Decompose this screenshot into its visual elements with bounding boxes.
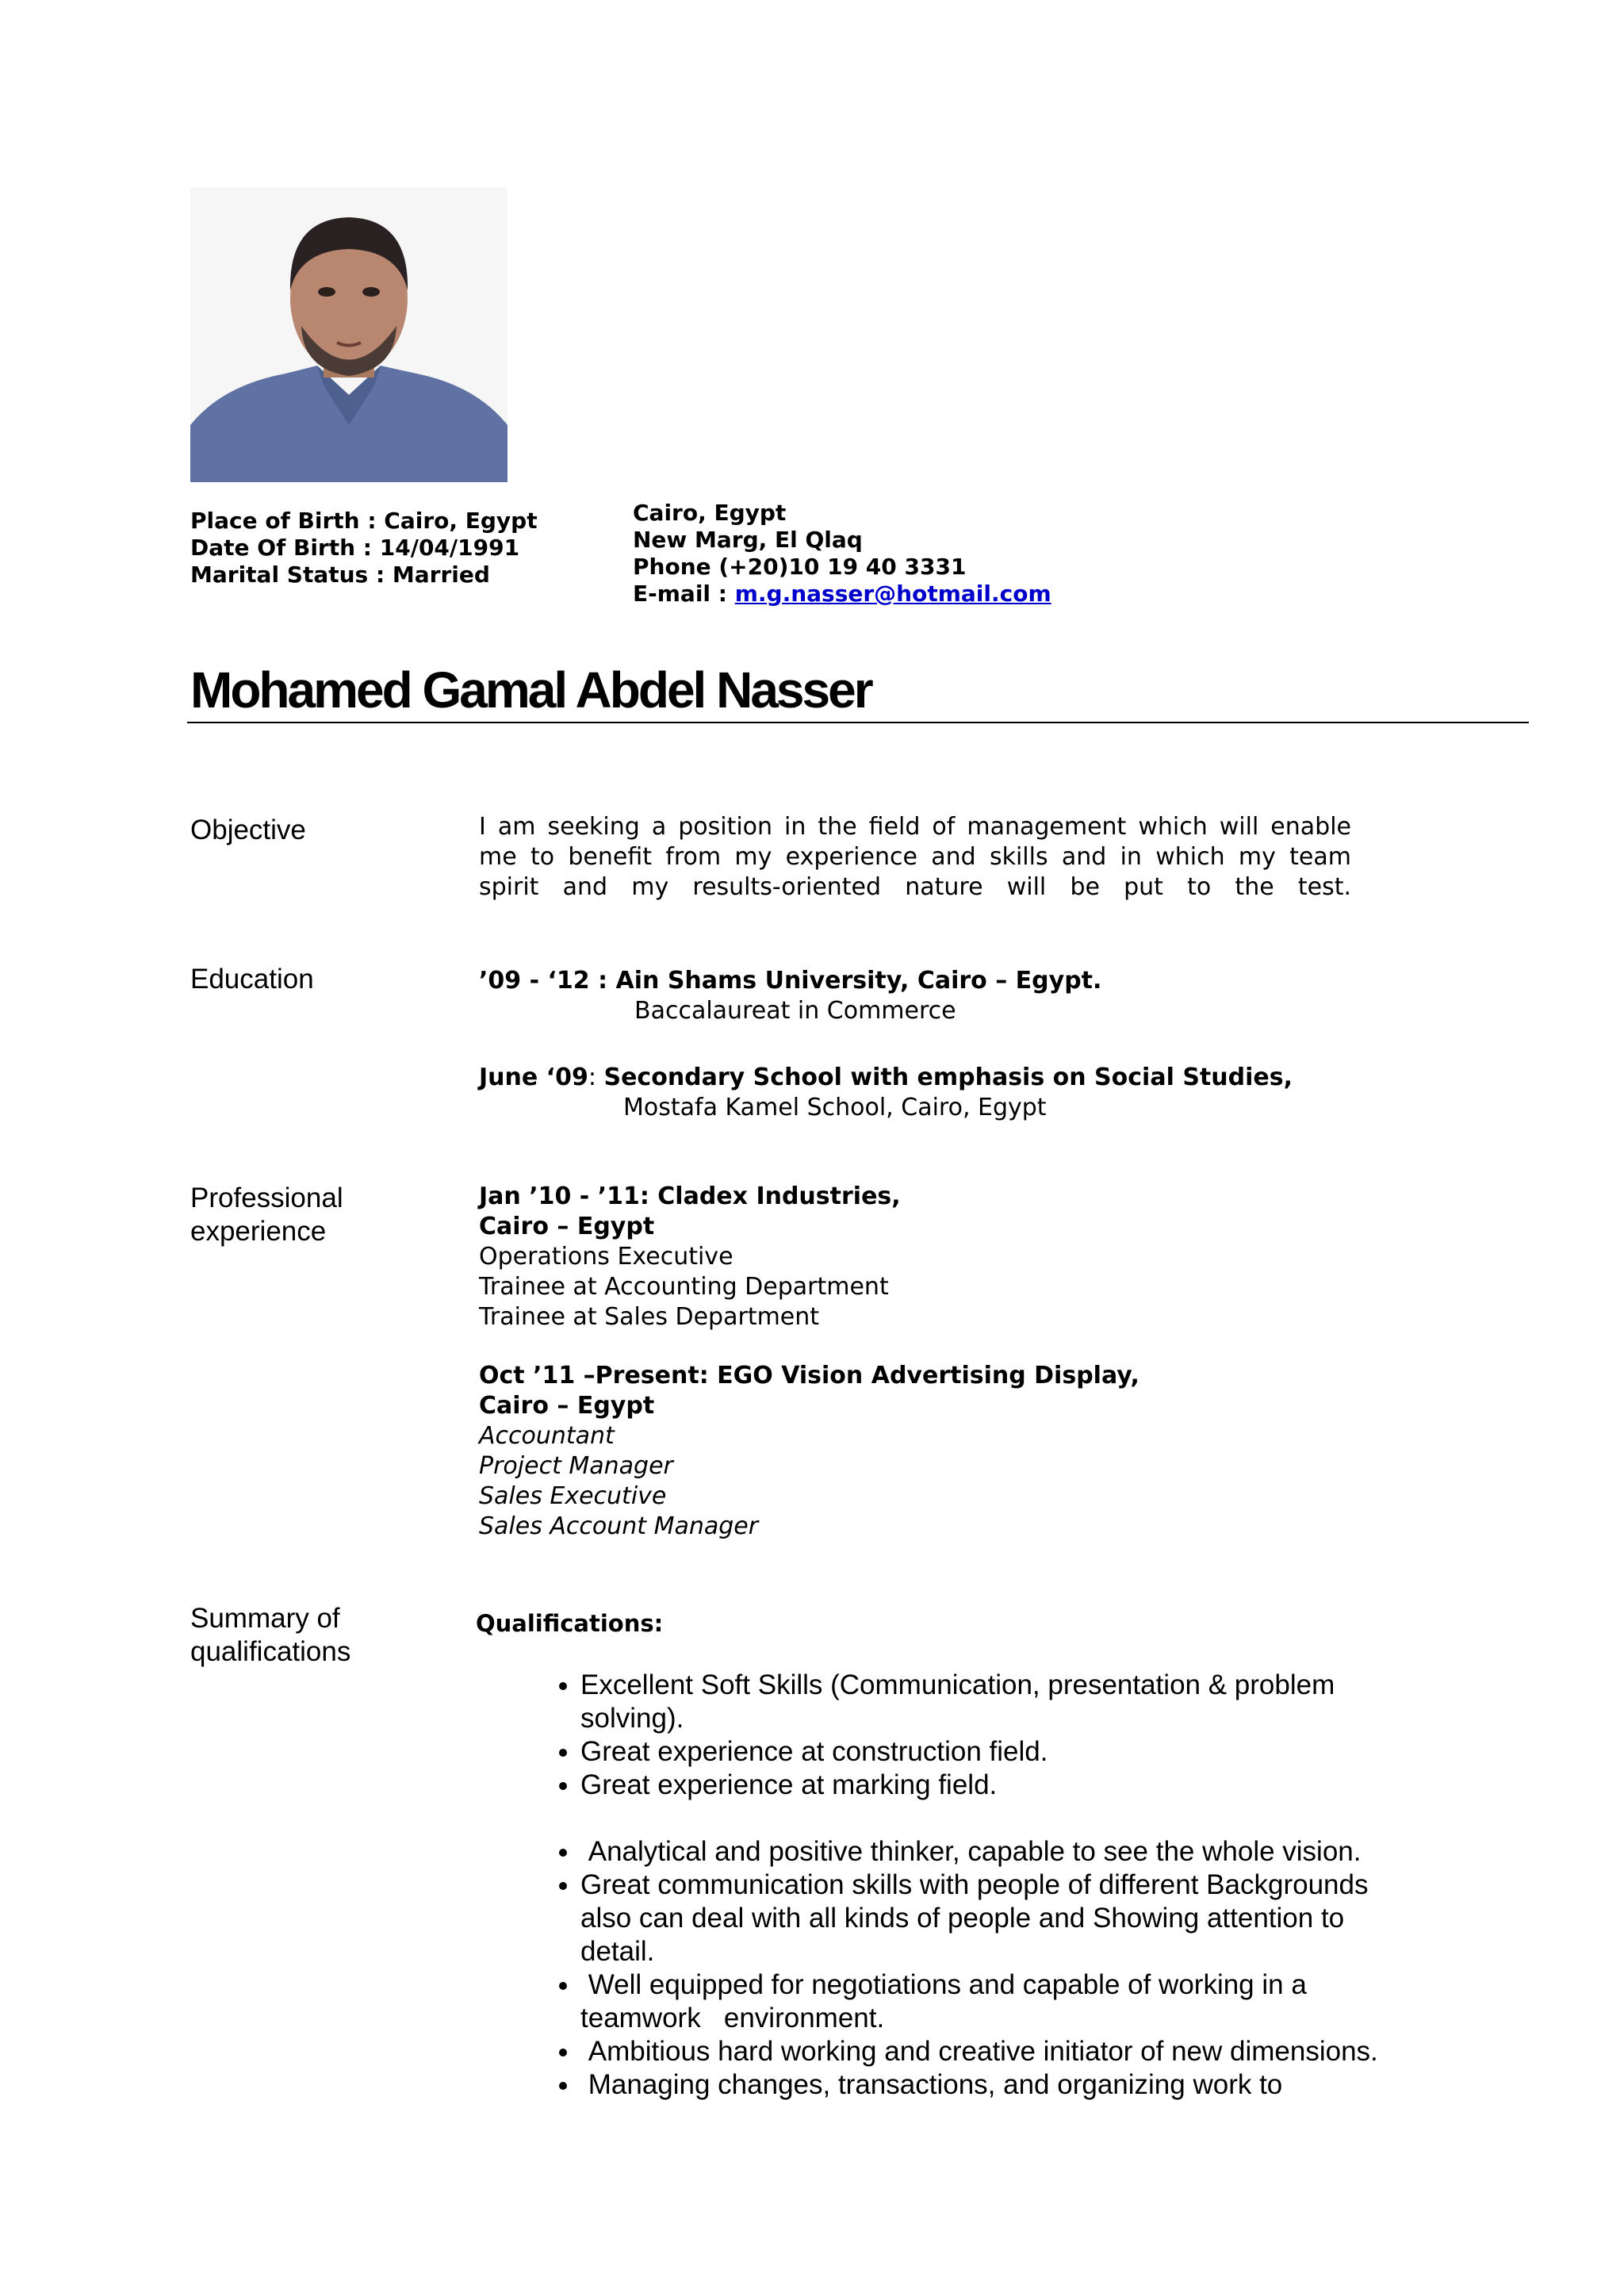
education-entry — [479, 1063, 1293, 1123]
education-date: June ‘09 — [479, 1064, 588, 1091]
section-label-experience — [190, 1182, 444, 1248]
summary-label-line: qualifications — [190, 1636, 351, 1667]
date-of-birth: Date Of Birth : 14/04/1991 — [190, 535, 520, 561]
experience-label-line: Professional — [190, 1182, 343, 1213]
email-label: E-mail : — [633, 581, 735, 607]
contact-phone: Phone (+20)10 19 40 3331 — [633, 554, 967, 580]
contact-city: Cairo, Egypt — [633, 500, 787, 526]
experience-entry — [479, 1182, 901, 1332]
contact-details — [633, 500, 1051, 608]
objective-line: spirit and my results-oriented nature will be put to the test. — [479, 873, 1351, 901]
experience-role: Operations Executive — [479, 1243, 733, 1271]
experience-label-line: experience — [190, 1216, 327, 1247]
experience-location: Cairo – Egypt — [479, 1213, 655, 1240]
experience-role: Trainee at Accounting Department — [479, 1273, 889, 1301]
experience-role: Sales Account Manager — [479, 1512, 759, 1540]
qualifications-heading: Qualifications: — [476, 1610, 664, 1637]
personal-details — [190, 508, 538, 588]
list-item: • Analytical and positive thinker, capable to see the whole vision. — [580, 1835, 1421, 1869]
list-item: • Managing changes, transactions, and organizing work to — [580, 2068, 1421, 2102]
education-entry — [479, 966, 1101, 1026]
list-item: • Great experience at construction field. — [580, 1735, 1421, 1769]
education-sep: : — [588, 1064, 604, 1091]
education-heading: Secondary School with emphasis on Social Studies, — [603, 1064, 1293, 1091]
profile-photo — [190, 187, 508, 482]
section-label-education: Education — [190, 964, 314, 995]
contact-email-line — [633, 581, 1051, 608]
name-divider — [187, 722, 1529, 723]
experience-location: Cairo – Egypt — [479, 1392, 655, 1420]
experience-heading: Jan ’10 - ’11: Cladex Industries, — [479, 1182, 901, 1210]
education-detail: Mostafa Kamel School, Cairo, Egypt — [623, 1094, 1047, 1121]
list-item: • Great communication skills with people of different Backgrounds also can deal with all kinds of people and Showing attention to detail. — [580, 1869, 1421, 1968]
qualifications-list — [530, 1669, 1421, 2102]
marital-status: Marital Status : Married — [190, 562, 490, 588]
section-label-objective: Objective — [190, 815, 306, 845]
list-item: • Well equipped for negotiations and capable of working in a teamwork environment. — [580, 1968, 1421, 2035]
education-detail: Baccalaureat in Commerce — [634, 997, 956, 1025]
contact-district: New Marg, El Qlaq — [633, 527, 863, 553]
list-item: • Ambitious hard working and creative initiator of new dimensions. — [580, 2035, 1421, 2068]
experience-role: Sales Executive — [479, 1482, 667, 1510]
candidate-name: Mohamed Gamal Abdel Nasser — [190, 661, 871, 719]
experience-role: Project Manager — [479, 1452, 673, 1480]
experience-entry — [479, 1361, 1139, 1542]
experience-role: Accountant — [479, 1422, 615, 1450]
list-item: • Excellent Soft Skills (Communication, presentation & problem solving). — [580, 1669, 1421, 1735]
experience-heading: Oct ’11 –Present: EGO Vision Advertising Display, — [479, 1362, 1139, 1389]
summary-label-line: Summary of — [190, 1603, 340, 1634]
education-heading: ’09 - ‘12 : Ain Shams University, Cairo – Egypt. — [479, 967, 1102, 995]
objective-line: I am seeking a position in the field of management which will enable — [479, 813, 1351, 841]
section-label-summary — [190, 1602, 444, 1669]
experience-role: Trainee at Sales Department — [479, 1303, 820, 1331]
objective-line: me to benefit from my experience and skills and in which my team — [479, 843, 1351, 871]
list-item: • Great experience at marking field. — [580, 1769, 1421, 1802]
place-of-birth: Place of Birth : Cairo, Egypt — [190, 508, 538, 534]
email-link[interactable]: m.g.nasser@hotmail.com — [734, 581, 1051, 607]
objective-text — [479, 812, 1351, 903]
